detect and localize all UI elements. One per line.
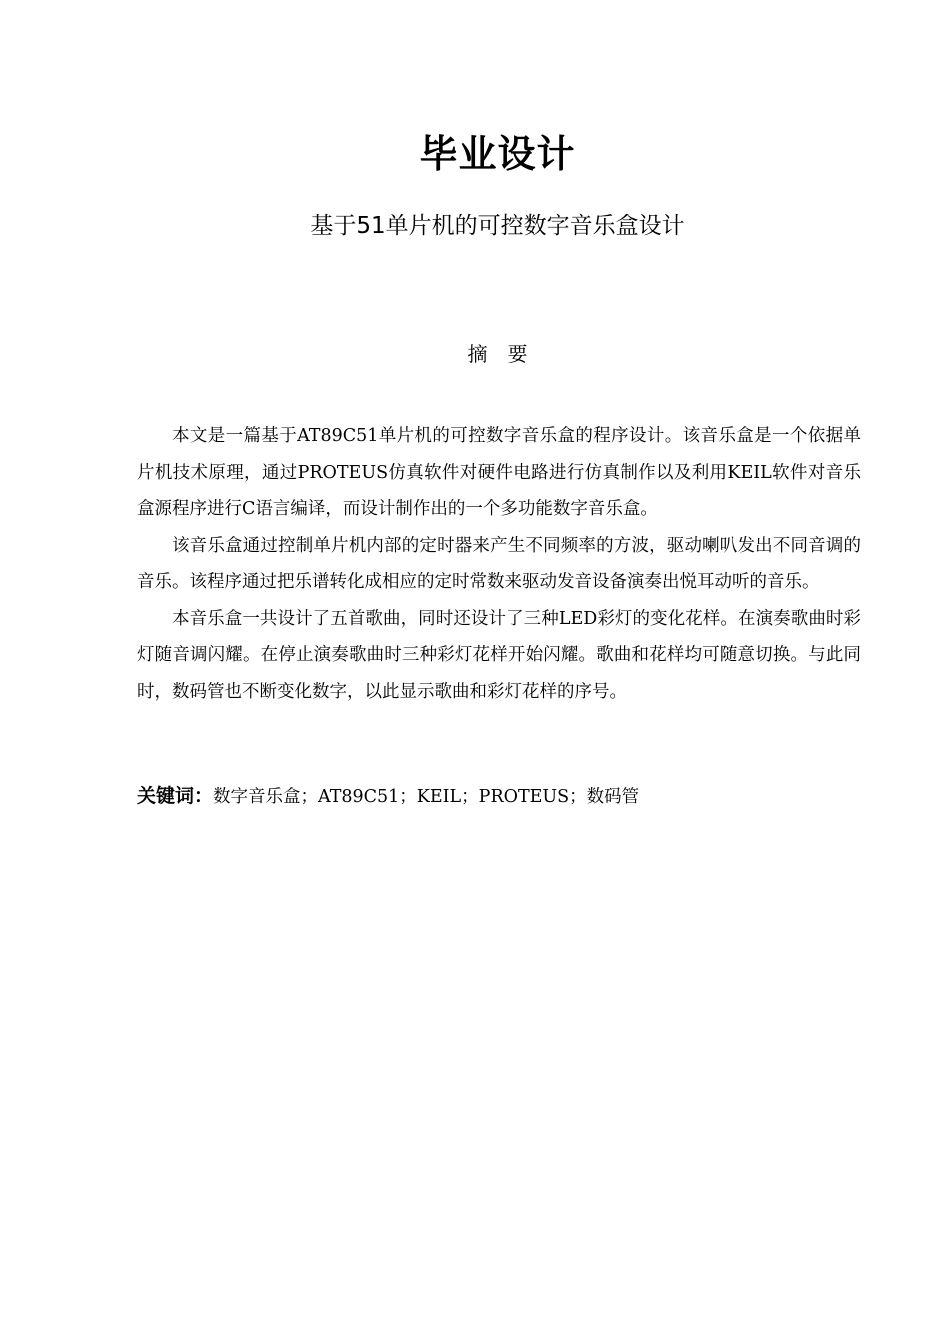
abstract-paragraph-3: 本音乐盒一共设计了五首歌曲，同时还设计了三种LED彩灯的变化花样。在演奏歌曲时彩灯随音调闪耀。在停止演奏歌曲时三种彩灯花样开始闪耀。歌曲和花样均可随意切换。与此同时，数码管也不断变化数字，以此显示歌曲和彩灯花样的序号。 bbox=[137, 608, 861, 702]
abstract-paragraph-2: 该音乐盒通过控制单片机内部的定时器来产生不同频率的方波，驱动喇叭发出不同音调的音乐。该程序通过把乐谱转化成相应的定时常数来驱动发音设备演奏出悦耳动听的音乐。 bbox=[137, 535, 861, 592]
document-subtitle: 基于51单片机的可控数字音乐盒设计 bbox=[310, 213, 685, 239]
keywords-value: 数字音乐盒；AT89C51；KEIL；PROTEUS；数码管 bbox=[213, 787, 640, 807]
keywords-label: 关键词： bbox=[137, 785, 214, 807]
abstract-body bbox=[137, 418, 861, 710]
abstract-paragraph-1: 本文是一篇基于AT89C51单片机的可控数字音乐盒的程序设计。该音乐盒是一个依据单片机技术原理，通过PROTEUS仿真软件对硬件电路进行仿真制作以及利用KEIL软件对音乐盒源程序进行C语言编译，而设计制作出的一个多功能数字音乐盒。 bbox=[137, 426, 861, 519]
document-title: 毕业设计 bbox=[419, 132, 576, 176]
keywords-line bbox=[137, 780, 861, 813]
abstract-heading: 摘 要 bbox=[467, 342, 528, 366]
